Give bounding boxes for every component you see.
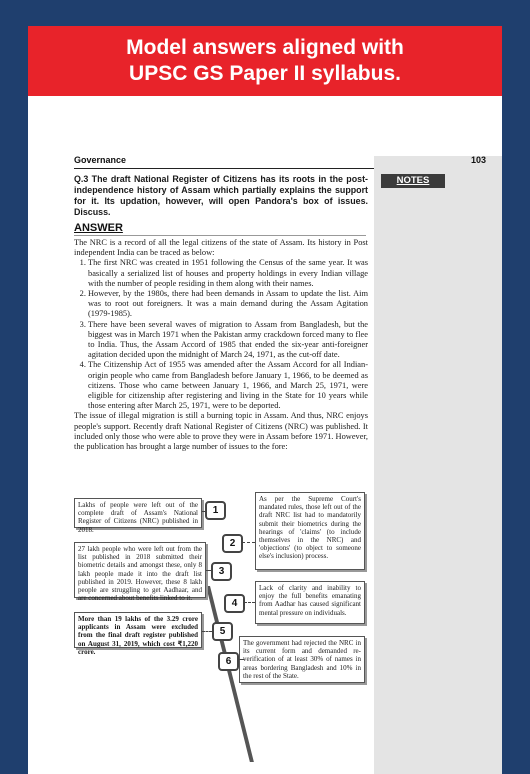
connector-5 [202, 631, 212, 632]
issue-box-5: More than 19 lakhs of the 3.29 crore applicants in Assam were excluded from the final draft register published on August 31, 2019, which cost ₹1,220 crore. [74, 612, 202, 648]
step-marker-1: 1 [205, 501, 226, 520]
closing-paragraph: The issue of illegal migration is still a burning topic in Assam. And thus, NRC enjoys people's support. Recently draft National Register of Citizens (NRC) was published. It included only those who were able to prove they were in Assam before 1971. However, the publication has brought a large number of issues to the fore: [74, 411, 368, 452]
list-item: 1. The first NRC was created in 1951 following the Census of the same year. It was basically a serialized list of houses and property holdings in every Indian village with the number of people residing in them along with their names. [88, 258, 368, 289]
answer-rule [74, 235, 366, 236]
answer-body [74, 238, 368, 452]
issue-box-2: As per the Supreme Court's mandated rules, those left out of the draft NRC list had to mandatorily submit their biometrics during the hearings of 'claims' (to include themselves in the NRC) and 'objections' (to object to someone else's inclusion) process. [255, 492, 365, 570]
banner-line-2: UPSC GS Paper II syllabus. [129, 62, 401, 85]
banner-line-1: Model answers aligned with [126, 36, 404, 59]
step-marker-5: 5 [212, 622, 233, 641]
issue-box-1: Lakhs of people were left out of the complete draft of Assam's National Register of Citizens (NRC) published in 2018. [74, 498, 202, 528]
step-marker-6: 6 [218, 652, 239, 671]
notes-label: NOTES [381, 174, 445, 188]
header-rule [74, 168, 374, 169]
step-marker-4: 4 [224, 594, 245, 613]
intro-paragraph: The NRC is a record of all the legal citizens of the state of Assam. Its history in Post independent India can be traced as below: [74, 238, 368, 258]
section-title: Governance [74, 155, 127, 165]
list-item: 2. However, by the 1980s, there had been demands in Assam to update the list. Aim was to root out foreigners. It was a main demand during the Assam Agitation (1979-1985). [88, 289, 368, 320]
issue-box-4: Lack of clarity and inability to enjoy the full benefits emanating from Aadhar has caused significant mental pressure on individuals. [255, 581, 365, 624]
answer-heading: ANSWER [74, 222, 123, 234]
connector-2 [242, 542, 255, 543]
connector-4 [244, 602, 255, 603]
promo-banner [28, 26, 502, 96]
book-page [28, 96, 502, 774]
page-number: 103 [470, 155, 486, 165]
notes-column [374, 156, 502, 774]
issue-box-6: The government had rejected the NRC in its current form and demanded re-verification of at least 30% of names in areas bordering Bangladesh and 10% in the rest of the State. [239, 636, 365, 683]
list-item: 4. The Citizenship Act of 1955 was amended after the Assam Accord for all Indian-origin people who came from Bangladesh before January 1, 1966, to be deemed as citizens. Those who came between January 1, 1966, and March 25, 1971, were eligible for citizenship after registering and living in the State for 10 years while those entering after March 25, 1971, were to be deported. [88, 360, 368, 411]
step-marker-3: 3 [211, 562, 232, 581]
list-item: 3. There have been several waves of migration to Assam from Bangladesh, but the biggest was in March 1971 when the Pakistan army crackdown forced many to flee to India. Thus, the Assam Accord of 1985 that ended the six-year anti-foreigner agitation decided upon the midnight of March 24, 1971, as the cut-off date. [88, 320, 368, 361]
step-marker-2: 2 [222, 534, 243, 553]
issue-box-3: 27 lakh people who were left out from the list published in 2018 submitted their biometric details and amongst these, only 8 lakh people made it into the draft list published in 2019. However, these 8 lakh people are struggling to get Aadhaar, and are concerned about benefits linked to it. [74, 542, 206, 598]
question-text: Q.3 The draft National Register of Citizens has its roots in the post-independence history of Assam which partially explains the support for it. Its updation, however, will open Pandora's box of issues. Discuss. [74, 174, 368, 217]
history-list [74, 258, 368, 411]
